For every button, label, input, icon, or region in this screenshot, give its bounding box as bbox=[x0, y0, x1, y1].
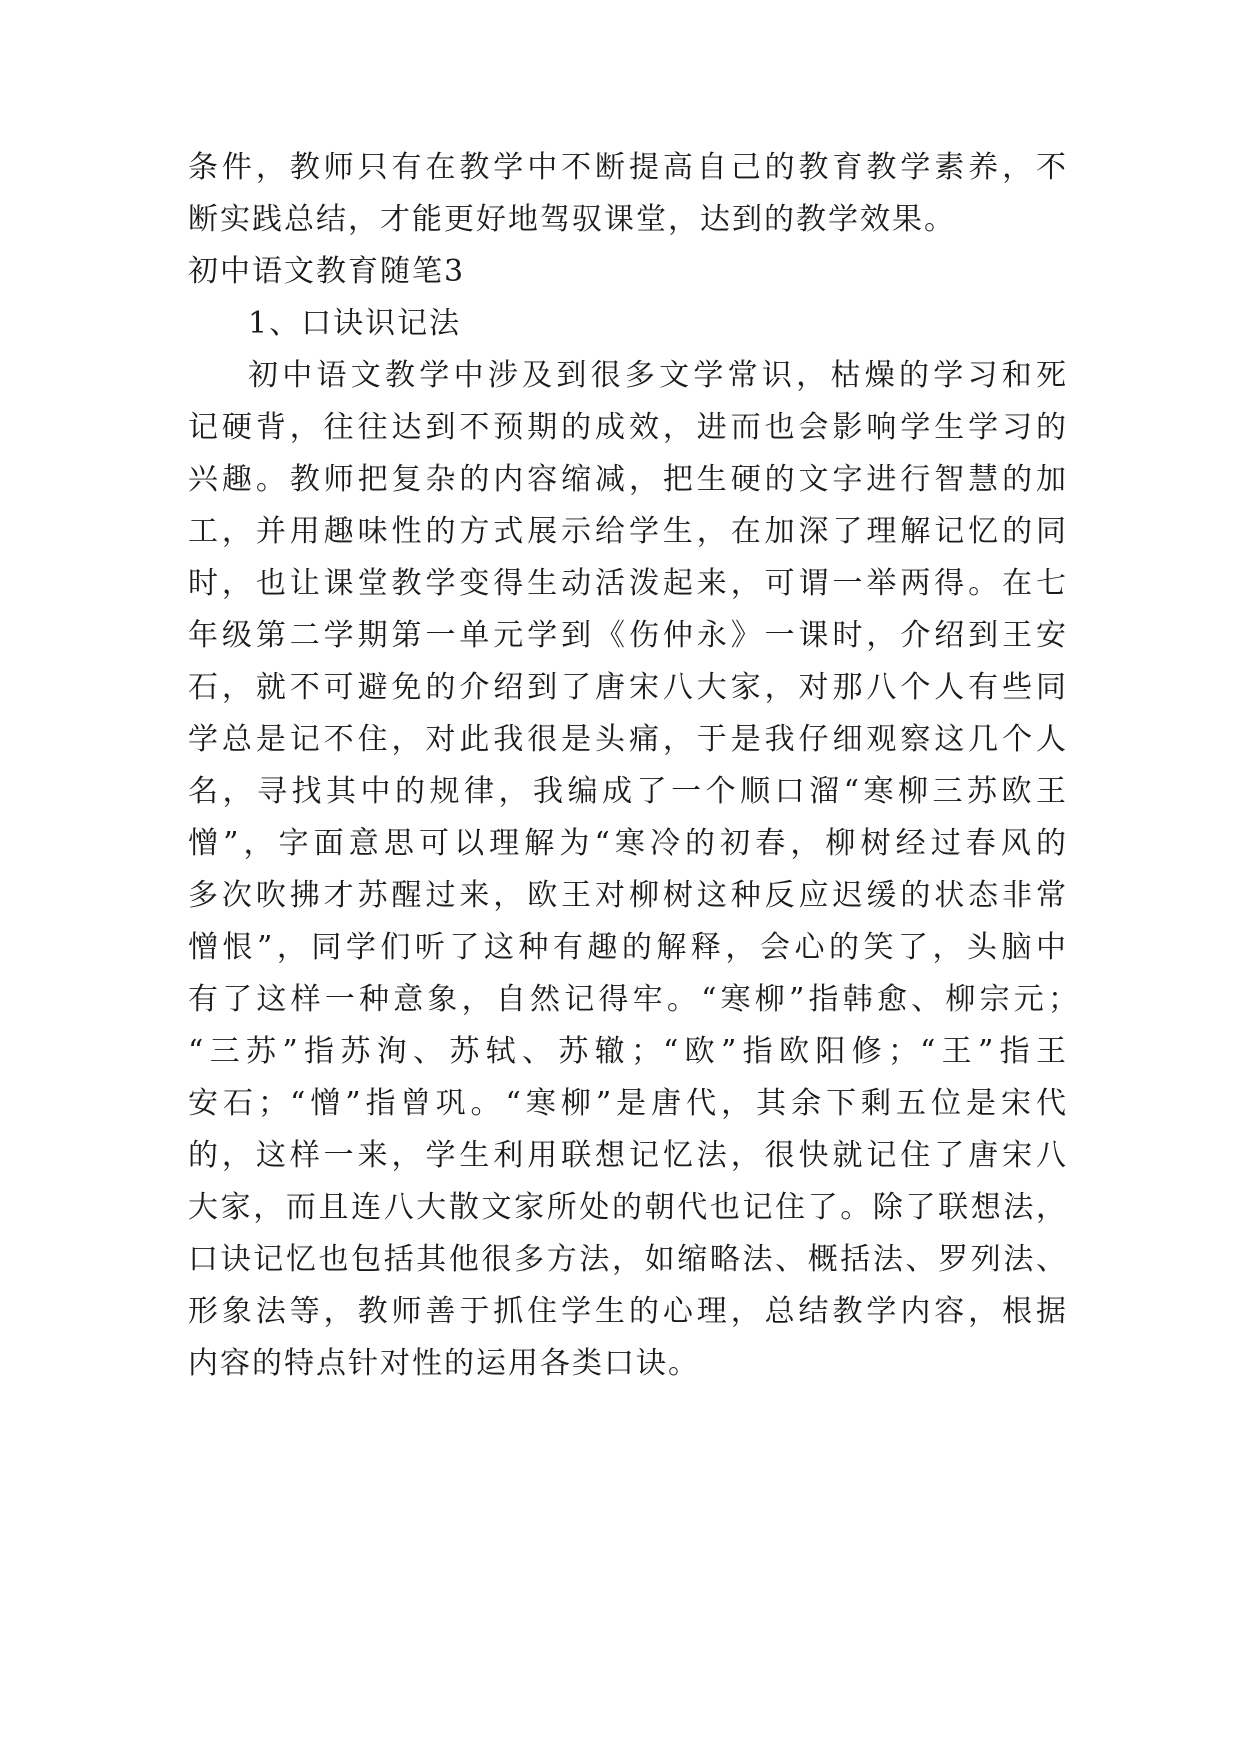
paragraph-line: 记硬背，往往达到不预期的成效，进而也会影响学生学习的 bbox=[188, 410, 1068, 445]
paragraph-line: 断实践总结，才能更好地驾驭课堂，达到的教学效果。 bbox=[188, 202, 956, 237]
paragraph-line: 初中语文教学中涉及到很多文学常识，枯燥的学习和死 bbox=[248, 358, 1068, 393]
paragraph-line: 憎”，字面意思可以理解为“寒冷的初春，柳树经过春风的 bbox=[188, 826, 1068, 861]
paragraph-line: 条件，教师只有在教学中不断提高自己的教育教学素养，不 bbox=[188, 150, 1068, 185]
paragraph-line: 石，就不可避免的介绍到了唐宋八大家，对那八个人有些同 bbox=[188, 670, 1068, 705]
paragraph-line: “三苏”指苏洵、苏轼、苏辙；“欧”指欧阳修；“王”指王 bbox=[188, 1034, 1068, 1069]
subsection-heading: 1、口诀识记法 bbox=[248, 306, 462, 341]
paragraph-line: 形象法等，教师善于抓住学生的心理，总结教学内容，根据 bbox=[188, 1294, 1068, 1329]
paragraph-line: 工，并用趣味性的方式展示给学生，在加深了理解记忆的同 bbox=[188, 514, 1068, 549]
paragraph-line: 安石；“憎”指曾巩。“寒柳”是唐代，其余下剩五位是宋代 bbox=[188, 1086, 1068, 1121]
section-heading: 初中语文教育随笔3 bbox=[188, 254, 466, 289]
paragraph-line: 的，这样一来，学生利用联想记忆法，很快就记住了唐宋八 bbox=[188, 1138, 1068, 1173]
paragraph-line: 学总是记不住，对此我很是头痛，于是我仔细观察这几个人 bbox=[188, 722, 1068, 757]
paragraph-line: 年级第二学期第一单元学到《伤仲永》一课时，介绍到王安 bbox=[188, 618, 1068, 653]
paragraph-line: 名，寻找其中的规律，我编成了一个顺口溜“寒柳三苏欧王 bbox=[188, 774, 1068, 809]
paragraph-line: 大家，而且连八大散文家所处的朝代也记住了。除了联想法， bbox=[188, 1190, 1068, 1225]
paragraph-line: 口诀记忆也包括其他很多方法，如缩略法、概括法、罗列法、 bbox=[188, 1242, 1068, 1277]
paragraph-line: 有了这样一种意象，自然记得牢。“寒柳”指韩愈、柳宗元； bbox=[188, 982, 1080, 1017]
paragraph-line: 时，也让课堂教学变得生动活泼起来，可谓一举两得。在七 bbox=[188, 566, 1068, 601]
paragraph-line: 多次吹拂才苏醒过来，欧王对柳树这种反应迟缓的状态非常 bbox=[188, 878, 1068, 913]
paragraph-line: 憎恨”，同学们听了这种有趣的解释，会心的笑了，头脑中 bbox=[188, 930, 1068, 965]
paragraph-line: 内容的特点针对性的运用各类口诀。 bbox=[188, 1346, 700, 1381]
paragraph-line: 兴趣。教师把复杂的内容缩减，把生硬的文字进行智慧的加 bbox=[188, 462, 1068, 497]
